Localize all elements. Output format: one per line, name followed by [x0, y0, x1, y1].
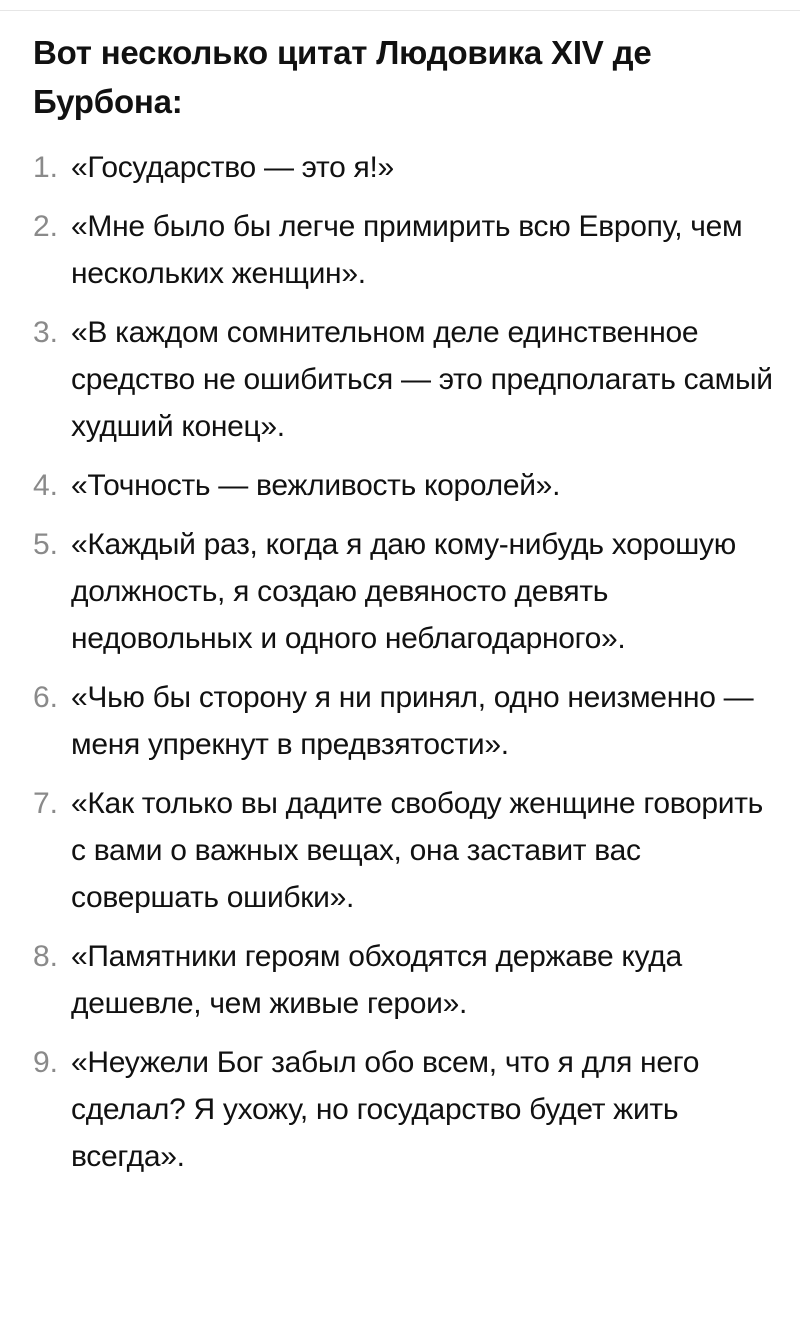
- answer-content: [33, 28, 778, 1192]
- list-item-number: 3.: [33, 316, 59, 349]
- answer-heading: Вот несколько цитат Людовика XIV де Бурбона:: [33, 34, 652, 120]
- list-item-text: «Мне было бы легче примирить всю Европу, чем нескольких женщин».: [71, 210, 743, 290]
- list-item: [33, 1039, 778, 1180]
- list-item-number: 9.: [33, 1046, 59, 1079]
- list-item-number: 1.: [33, 151, 59, 184]
- list-item-text: «Каждый раз, когда я даю кому-нибудь хорошую должность, я создаю девяносто девять недовольных и одного неблагодарного».: [71, 528, 736, 655]
- quotes-list: [33, 144, 778, 1180]
- list-item: [33, 521, 778, 662]
- list-item-number: 6.: [33, 681, 59, 714]
- list-item: [33, 203, 778, 297]
- list-item-number: 4.: [33, 469, 59, 502]
- list-item: [33, 780, 778, 921]
- list-item-text: «Неужели Бог забыл обо всем, что я для него сделал? Я ухожу, но государство будет жить всегда».: [71, 1046, 700, 1173]
- list-item-number: 8.: [33, 940, 59, 973]
- list-item-number: 5.: [33, 528, 59, 561]
- list-item: [33, 144, 778, 191]
- list-item: [33, 462, 778, 509]
- list-item-text: «Государство — это я!»: [71, 151, 394, 184]
- list-item: [33, 933, 778, 1027]
- list-item: [33, 674, 778, 768]
- list-item: [33, 309, 778, 450]
- list-item-text: «Памятники героям обходятся державе куда дешевле, чем живые герои».: [71, 940, 682, 1020]
- list-item-text: «В каждом сомнительном деле единственное средство не ошибиться — это предполагать самый худший конец».: [71, 316, 773, 443]
- list-item-text: «Точность — вежливость королей».: [71, 469, 561, 502]
- list-item-number: 2.: [33, 210, 59, 243]
- list-item-number: 7.: [33, 787, 59, 820]
- list-item-text: «Как только вы дадите свободу женщине говорить с вами о важных вещах, она заставит вас совершать ошибки».: [71, 787, 764, 914]
- list-item-text: «Чью бы сторону я ни принял, одно неизменно — меня упрекнут в предвзятости».: [71, 681, 754, 761]
- top-divider: [0, 0, 800, 11]
